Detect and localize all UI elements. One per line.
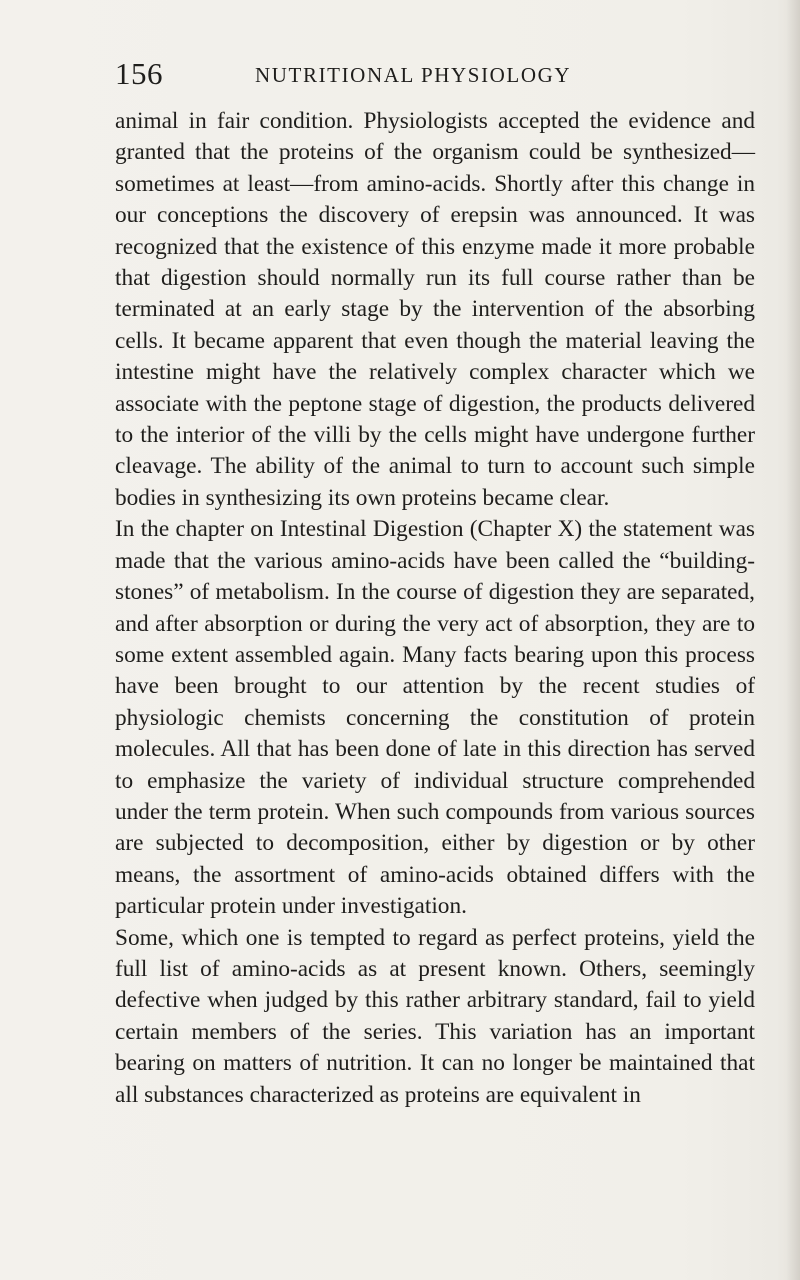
- paragraph-2: In the chapter on Intestinal Digestion (Chapter X) the statement was made that the various amino-acids have been called the “building-stones” of metabolism. In the course of digestion they are separated, and after absorption or during the very act of absorption, they are to some extent assembled again. Many facts bearing upon this process have been brought to our attention by the recent studies of physiologic chemists concerning the constitution of protein molecules. All that has been done of late in this direction has served to emphasize the variety of individual structure comprehended under the term protein. When such compounds from various sources are subjected to decomposition, either by digestion or by other means, the assortment of amino-acids obtained differs with the particular protein under investigation.: [115, 516, 755, 920]
- running-head: NUTRITIONAL PHYSIOLOGY: [255, 63, 572, 87]
- body-text: [115, 106, 755, 1111]
- paragraph-3: Some, which one is tempted to regard as perfect proteins, yield the full list of amino-acids as at present known. Others, seemingly defective when judged by this rather arbitrary standard, fail to yield certain members of the series. This variation has an important bearing on matters of nutrition. It can no longer be maintained that all substances characterized as proteins are equivalent in: [115, 924, 755, 1108]
- page-number: 156: [115, 56, 163, 91]
- paragraph-1: animal in fair condition. Physiologists accepted the evidence and granted that the proteins of the organism could be synthesized—sometimes at least—from amino-acids. Shortly after this change in our conceptions the discovery of erepsin was announced. It was recognized that the existence of this enzyme made it more probable that digestion should normally run its full course rather than be terminated at an early stage by the intervention of the absorbing cells. It became apparent that even though the material leaving the intestine might have the relatively complex character which we associate with the peptone stage of digestion, the products delivered to the interior of the villi by the cells might have undergone further cleavage. The ability of the animal to turn to account such simple bodies in synthesizing its own proteins became clear.: [115, 108, 755, 511]
- page-header: [115, 54, 751, 94]
- page-edge-shadow: [786, 0, 800, 1280]
